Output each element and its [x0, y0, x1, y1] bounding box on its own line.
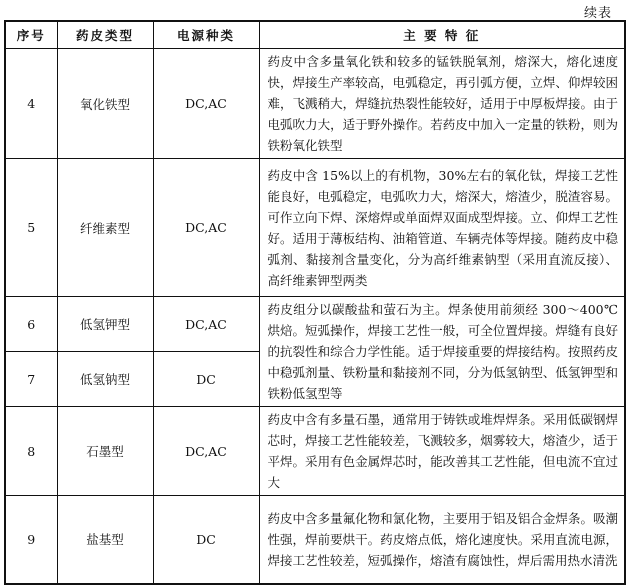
row-type: 低氢钾型	[57, 297, 153, 352]
row-power: DC,AC	[153, 159, 259, 297]
row-power: DC,AC	[153, 49, 259, 159]
continued-label: 续表	[583, 6, 612, 21]
row-power: DC,AC	[153, 297, 259, 352]
header-seq: 序号	[5, 21, 57, 49]
row-features: 药皮中含 15%以上的有机物，30%左右的氧化钛，焊接工艺性能良好，电弧稳定，电弧吹力大，熔深大，熔渣少，脱渣容易。可作立向下焊、深熔焊或单面焊双面成型焊接。立、仰焊工艺性好。适用于薄板结构、油箱管道、车辆壳体等焊接。随药皮中稳弧剂、黏接剂含量变化，分为高纤维素钠型（采用直流反接）、高纤维素钾型两类	[259, 159, 625, 297]
table-row	[5, 159, 625, 297]
table-row	[5, 496, 625, 584]
electrode-coating-table	[4, 20, 626, 585]
table-row	[5, 49, 625, 159]
row-seq: 7	[5, 352, 57, 407]
row-type: 氧化铁型	[57, 49, 153, 159]
row-power: DC	[153, 352, 259, 407]
table-row	[5, 297, 625, 352]
row-seq: 4	[5, 49, 57, 159]
row-features: 药皮中含多量氧化铁和较多的锰铁脱氧剂，熔深大，熔化速度快，焊接生产率较高，电弧稳定，再引弧方便，立焊、仰焊较困难，飞溅稍大，焊缝抗热裂性能较好，适用于中厚板焊接。由于电弧吹力大，适于野外操作。若药皮中加入一定量的铁粉，则为铁粉氧化铁型	[259, 49, 625, 159]
header-type: 药皮类型	[57, 21, 153, 49]
row-features: 药皮中含多量氟化物和氯化物，主要用于铝及铝合金焊条。吸潮性强，焊前要烘干。药皮熔点低，熔化速度快。采用直流电源，焊接工艺性较差，短弧操作，熔渣有腐蚀性，焊后需用热水清洗	[259, 496, 625, 584]
row-type: 石墨型	[57, 407, 153, 496]
row-type: 纤维素型	[57, 159, 153, 297]
header-features: 主 要 特 征	[259, 21, 625, 49]
row-seq: 6	[5, 297, 57, 352]
row-features: 药皮中含有多量石墨，通常用于铸铁或堆焊焊条。采用低碳钢焊芯时，焊接工艺性能较差，飞溅较多，烟雾较大，熔渣少，适于平焊。采用有色金属焊芯时，能改善其工艺性能，但电流不宜过大	[259, 407, 625, 496]
table-row	[5, 407, 625, 496]
row-seq: 9	[5, 496, 57, 584]
row-power: DC	[153, 496, 259, 584]
table-header-row	[5, 21, 625, 49]
row-power: DC,AC	[153, 407, 259, 496]
row-seq: 8	[5, 407, 57, 496]
row-seq: 5	[5, 159, 57, 297]
row-type: 盐基型	[57, 496, 153, 584]
row-features-shared: 药皮组分以碳酸盐和萤石为主。焊条使用前须经 300～400℃烘焙。短弧操作，焊接工艺性一般，可全位置焊接。焊缝有良好的抗裂性和综合力学性能。适于焊接重要的焊接结构。按照药皮中稳弧剂量、铁粉量和黏接剂不同，分为低氢钠型、低氢钾型和铁粉低氢型等	[259, 297, 625, 407]
row-type: 低氢钠型	[57, 352, 153, 407]
header-power: 电源种类	[153, 21, 259, 49]
